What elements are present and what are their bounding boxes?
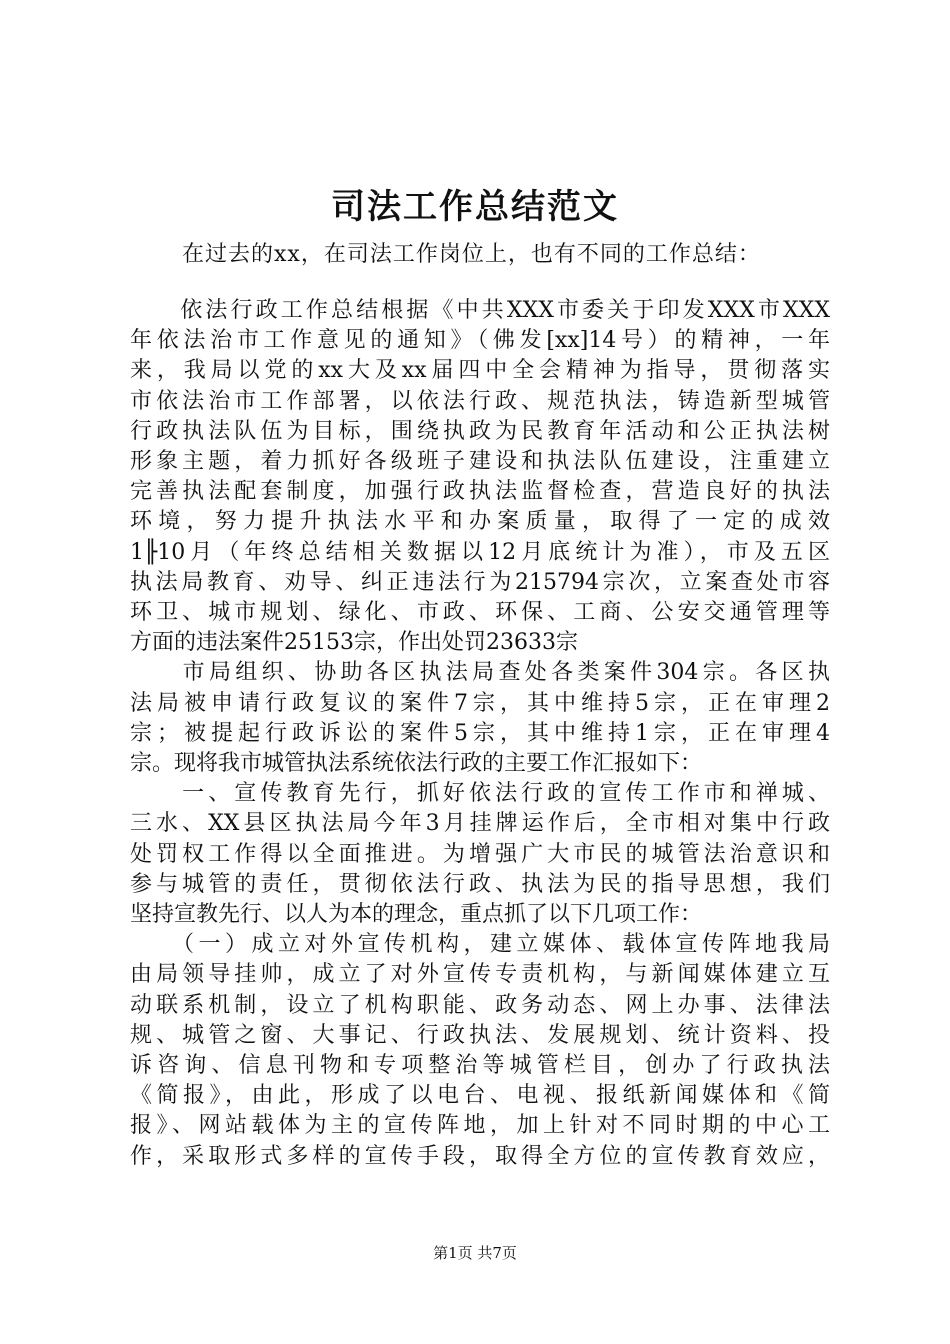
body-line: 宗；被提起行政诉讼的案件5宗，其中维持1宗，正在审理4 [130,720,830,746]
document-title: 司法工作总结范文 [331,187,619,227]
body-line: 《简报》，由此，形成了以电台、电视、报纸新闻媒体和《简 [130,1083,830,1109]
body-line: 来，我局以党的xx大及xx届四中全会精神为指导，贯彻落实 [130,358,830,384]
body-line: 环卫、城市规划、绿化、市政、环保、工商、公安交通管理等 [130,600,830,626]
body-line: 执法局教育、劝导、纠正违法行为215794宗次，立案查处市容 [130,569,830,595]
document-body [130,296,830,1172]
body-line: 年依法治市工作意见的通知》（佛发[xx]14号）的精神，一年 [130,328,830,354]
body-line: 一、宣传教育先行，抓好依法行政的宣传工作市和禅城、 [130,781,830,807]
body-line: 参与城管的责任，贯彻依法行政、执法为民的指导思想，我们 [130,871,830,897]
body-line: 法局被申请行政复议的案件7宗，其中维持5宗，正在审理2 [130,690,830,716]
body-line: 1╟10月（年终总结相关数据以12月底统计为准），市及五区 [130,539,830,565]
body-line: 诉咨询、信息刊物和专项整治等城管栏目，创办了行政执法 [130,1053,830,1079]
intro-paragraph: 在过去的xx，在司法工作岗位上，也有不同的工作总结： [182,242,761,267]
body-line: 动联系机制，设立了机构职能、政务动态、网上办事、法律法 [130,992,830,1018]
body-line: 完善执法配套制度，加强行政执法监督检查，营造良好的执法 [130,479,830,505]
body-line: 规、城管之窗、大事记、行政执法、发展规划、统计资料、投 [130,1022,830,1048]
body-line: 环境，努力提升执法水平和办案质量，取得了一定的成效 [130,509,830,535]
body-line: 由局领导挂帅，成立了对外宣传专责机构，与新闻媒体建立互 [130,962,830,988]
body-line: 行政执法队伍为目标，围绕执政为民教育年活动和公正执法树 [130,418,830,444]
body-line: 市依法治市工作部署，以依法行政、规范执法，铸造新型城管 [130,388,830,414]
body-line: 作，采取形式多样的宣传手段，取得全方位的宣传教育效应， [130,1143,830,1169]
body-line: 依法行政工作总结根据《中共XXX市委关于印发XXX市XXX [130,298,830,323]
body-line: 三水、XX县区执法局今年3月挂牌运作后，全市相对集中行政 [130,811,830,837]
body-line: 市局组织、协助各区执法局查处各类案件304宗。各区执 [130,660,830,686]
body-line: 处罚权工作得以全面推进。为增强广大市民的城管法治意识和 [130,841,830,867]
page-footer: 第1页 共7页 [433,1244,517,1262]
body-line: （一）成立对外宣传机构，建立媒体、载体宣传阵地我局 [130,932,830,958]
body-line: 坚持宣教先行、以人为本的理念，重点抓了以下几项工作： [130,902,703,928]
body-line: 报》、网站载体为主的宣传阵地，加上针对不同时期的中心工 [130,1113,830,1139]
body-line: 形象主题，着力抓好各级班子建设和执法队伍建设，注重建立 [130,449,830,475]
body-line: 方面的违法案件25153宗，作出处罚23633宗 [130,630,578,656]
body-line: 宗。现将我市城管执法系统依法行政的主要工作汇报如下： [130,751,703,777]
